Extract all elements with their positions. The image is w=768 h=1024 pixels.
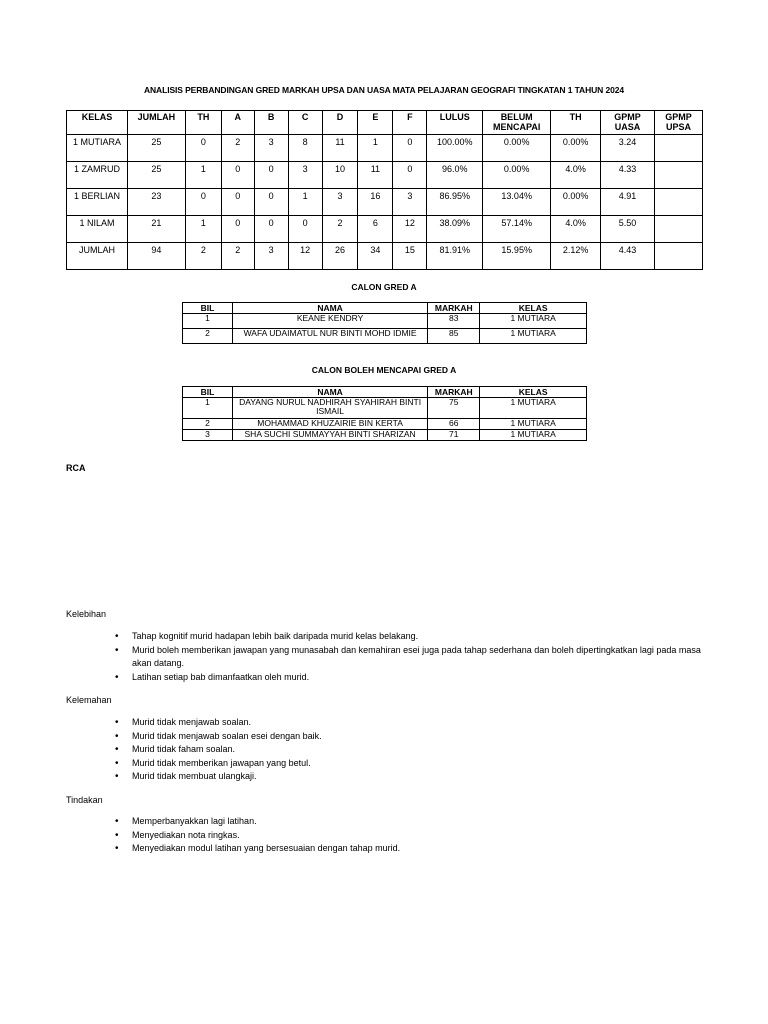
header-th: TH — [185, 111, 221, 135]
cell-lulus: 86.95% — [427, 189, 483, 216]
cell-f: 15 — [393, 243, 427, 270]
header-f: F — [393, 111, 427, 135]
cell-f: 0 — [393, 135, 427, 162]
cell-e: 34 — [358, 243, 393, 270]
table-header-row — [67, 111, 703, 135]
cell-th-percent: 4.0% — [551, 216, 601, 243]
header-gpmp-upsa: GPMP UPSA — [654, 111, 702, 135]
list-item: • Memperbanyakkan lagi latihan. — [132, 815, 722, 829]
list-item: • Menyediakan nota ringkas. — [132, 829, 722, 843]
cell-kelas: 1 MUTIARA — [480, 419, 587, 430]
list-item: • Menyediakan modul latihan yang bersesuaian dengan tahap murid. — [132, 842, 722, 856]
cell-bil: 1 — [183, 314, 233, 329]
list-item: • Murid boleh memberikan jawapan yang munasabah dan kemahiran esei juga pada tahap sederhana dan boleh dipertingkatkan lagi pada masa akan datang. — [132, 644, 722, 671]
cell-b: 3 — [254, 135, 288, 162]
header-lulus: LULUS — [427, 111, 483, 135]
calon-boleh-mencapai-title: CALON BOLEH MENCAPAI GRED A — [311, 365, 457, 375]
cell-kelas: 1 NILAM — [67, 216, 128, 243]
list-item: • Murid tidak faham soalan. — [132, 743, 722, 757]
grade-analysis-table — [66, 110, 703, 270]
cell-belum-mencapai: 15.95% — [483, 243, 551, 270]
table-row — [67, 243, 703, 270]
cell-gpmp-upsa — [654, 135, 702, 162]
cell-nama: MOHAMMAD KHUZAIRIE BIN KERTA — [232, 419, 427, 430]
table-row — [183, 430, 587, 441]
cell-f: 12 — [393, 216, 427, 243]
cell-b: 0 — [254, 216, 288, 243]
cell-kelas: 1 MUTIARA — [480, 398, 587, 419]
table-row — [67, 216, 703, 243]
cell-c: 0 — [288, 216, 322, 243]
header-d: D — [322, 111, 358, 135]
cell-f: 0 — [393, 162, 427, 189]
cell-belum-mencapai: 13.04% — [483, 189, 551, 216]
cell-d: 11 — [322, 135, 358, 162]
cell-belum-mencapai: 0.00% — [483, 162, 551, 189]
list-item: • Latihan setiap bab dimanfaatkan oleh murid. — [132, 671, 722, 685]
kelemahan-list — [114, 716, 722, 784]
cell-belum-mencapai: 57.14% — [483, 216, 551, 243]
tindakan-heading: Tindakan — [66, 795, 103, 805]
cell-th: 1 — [185, 216, 221, 243]
cell-d: 3 — [322, 189, 358, 216]
cell-bil: 2 — [183, 419, 233, 430]
table-row — [67, 189, 703, 216]
cell-jumlah: 21 — [127, 216, 185, 243]
cell-b: 0 — [254, 189, 288, 216]
cell-markah: 75 — [428, 398, 480, 419]
cell-e: 6 — [358, 216, 393, 243]
cell-th: 0 — [185, 189, 221, 216]
header-markah: MARKAH — [428, 303, 480, 314]
header-a: A — [221, 111, 254, 135]
cell-a: 0 — [221, 162, 254, 189]
table-row — [183, 329, 587, 344]
kelebihan-list — [114, 630, 722, 684]
table-row — [183, 398, 587, 419]
cell-kelas: 1 BERLIAN — [67, 189, 128, 216]
cell-gpmp-uasa: 4.43 — [601, 243, 655, 270]
cell-lulus: 38.09% — [427, 216, 483, 243]
cell-th-percent: 4.0% — [551, 162, 601, 189]
cell-a: 2 — [221, 243, 254, 270]
tindakan-list — [114, 815, 722, 856]
cell-e: 1 — [358, 135, 393, 162]
cell-bil: 3 — [183, 430, 233, 441]
cell-belum-mencapai: 0.00% — [483, 135, 551, 162]
cell-jumlah: 25 — [127, 162, 185, 189]
cell-d: 10 — [322, 162, 358, 189]
header-nama: NAMA — [232, 303, 427, 314]
cell-gpmp-uasa: 3.24 — [601, 135, 655, 162]
cell-gpmp-upsa — [654, 216, 702, 243]
cell-nama: KEANE KENDRY — [232, 314, 427, 329]
cell-th-percent: 2.12% — [551, 243, 601, 270]
cell-kelas: 1 MUTIARA — [480, 430, 587, 441]
cell-b: 0 — [254, 162, 288, 189]
cell-d: 2 — [322, 216, 358, 243]
header-markah: MARKAH — [428, 387, 480, 398]
list-item: • Murid tidak memberikan jawapan yang betul. — [132, 757, 722, 771]
list-item: • Tahap kognitif murid hadapan lebih baik daripada murid kelas belakang. — [132, 630, 722, 644]
header-kelas: KELAS — [67, 111, 128, 135]
cell-a: 0 — [221, 216, 254, 243]
cell-lulus: 96.0% — [427, 162, 483, 189]
cell-nama: DAYANG NURUL NADHIRAH SYAHIRAH BINTI ISMAIL — [232, 398, 427, 419]
cell-c: 12 — [288, 243, 322, 270]
cell-gpmp-uasa: 5.50 — [601, 216, 655, 243]
cell-b: 3 — [254, 243, 288, 270]
table-header-row — [183, 303, 587, 314]
cell-kelas: 1 MUTIARA — [480, 329, 587, 344]
cell-lulus: 81.91% — [427, 243, 483, 270]
cell-jumlah: 25 — [127, 135, 185, 162]
table-header-row — [183, 387, 587, 398]
list-item: • Murid tidak menjawab soalan esei dengan baik. — [132, 730, 722, 744]
cell-e: 11 — [358, 162, 393, 189]
cell-markah: 71 — [428, 430, 480, 441]
cell-f: 3 — [393, 189, 427, 216]
header-e: E — [358, 111, 393, 135]
cell-a: 0 — [221, 189, 254, 216]
table-row — [67, 135, 703, 162]
header-b: B — [254, 111, 288, 135]
calon-gred-a-title: CALON GRED A — [351, 282, 417, 292]
cell-c: 3 — [288, 162, 322, 189]
header-kelas: KELAS — [480, 303, 587, 314]
header-belum-mencapai: BELUM MENCAPAI — [483, 111, 551, 135]
cell-jumlah: 94 — [127, 243, 185, 270]
cell-markah: 83 — [428, 314, 480, 329]
cell-th: 2 — [185, 243, 221, 270]
list-item: • Murid tidak membuat ulangkaji. — [132, 770, 722, 784]
cell-gpmp-upsa — [654, 162, 702, 189]
calon-boleh-mencapai-table — [182, 386, 587, 441]
cell-kelas: 1 MUTIARA — [480, 314, 587, 329]
kelemahan-heading: Kelemahan — [66, 695, 112, 705]
header-bil: BIL — [183, 303, 233, 314]
header-gpmp-uasa: GPMP UASA — [601, 111, 655, 135]
cell-c: 8 — [288, 135, 322, 162]
kelebihan-heading: Kelebihan — [66, 609, 107, 619]
cell-kelas: JUMLAH — [67, 243, 128, 270]
cell-gpmp-upsa — [654, 189, 702, 216]
cell-gpmp-upsa — [654, 243, 702, 270]
header-kelas: KELAS — [480, 387, 587, 398]
cell-th-percent: 0.00% — [551, 189, 601, 216]
cell-nama: SHA SUCHI SUMMAYYAH BINTI SHARIZAN — [232, 430, 427, 441]
rca-heading: RCA — [66, 463, 86, 473]
cell-d: 26 — [322, 243, 358, 270]
header-nama: NAMA — [232, 387, 427, 398]
cell-markah: 85 — [428, 329, 480, 344]
cell-e: 16 — [358, 189, 393, 216]
cell-bil: 1 — [183, 398, 233, 419]
header-jumlah: JUMLAH — [127, 111, 185, 135]
cell-th: 0 — [185, 135, 221, 162]
calon-gred-a-table — [182, 302, 587, 344]
table-row — [183, 314, 587, 329]
header-th-percent: TH — [551, 111, 601, 135]
header-bil: BIL — [183, 387, 233, 398]
cell-th: 1 — [185, 162, 221, 189]
document-title: ANALISIS PERBANDINGAN GRED MARKAH UPSA DAN UASA MATA PELAJARAN GEOGRAFI TINGKATAN 1 TAHUN 2024 — [143, 85, 624, 95]
cell-gpmp-uasa: 4.91 — [601, 189, 655, 216]
cell-jumlah: 23 — [127, 189, 185, 216]
cell-nama: WAFA UDAIMATUL NUR BINTI MOHD IDMIE — [232, 329, 427, 344]
cell-lulus: 100.00% — [427, 135, 483, 162]
cell-th-percent: 0.00% — [551, 135, 601, 162]
cell-gpmp-uasa: 4.33 — [601, 162, 655, 189]
cell-markah: 66 — [428, 419, 480, 430]
list-item: • Murid tidak menjawab soalan. — [132, 716, 722, 730]
cell-bil: 2 — [183, 329, 233, 344]
table-row — [67, 162, 703, 189]
table-row — [183, 419, 587, 430]
cell-kelas: 1 MUTIARA — [67, 135, 128, 162]
cell-c: 1 — [288, 189, 322, 216]
header-c: C — [288, 111, 322, 135]
cell-a: 2 — [221, 135, 254, 162]
cell-kelas: 1 ZAMRUD — [67, 162, 128, 189]
